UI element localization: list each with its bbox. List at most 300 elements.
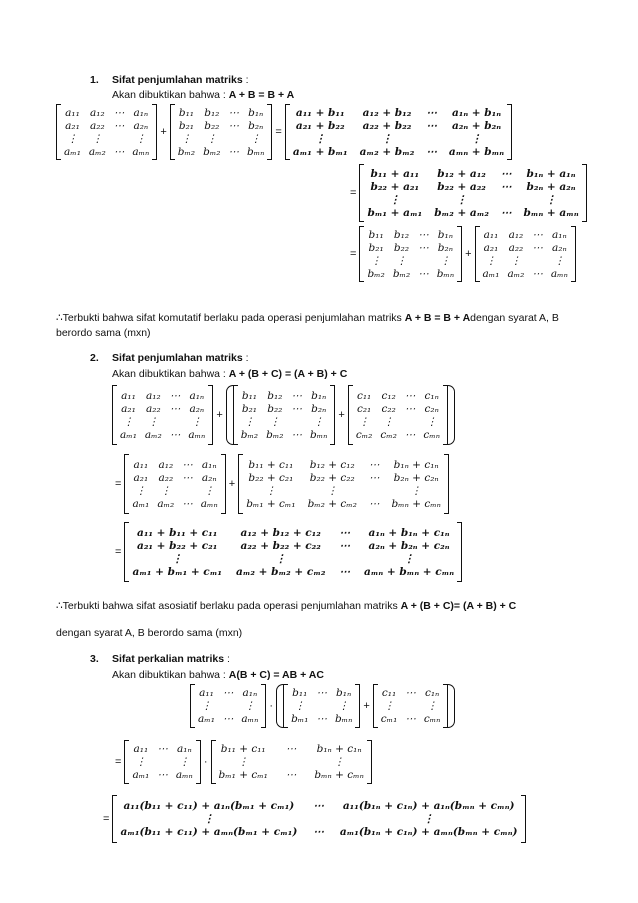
s1-conclusion-line-1 xyxy=(56,312,559,325)
bracket-right xyxy=(521,795,526,843)
matrix-cell: ⋯ xyxy=(368,471,380,484)
matrix-cell: ⋯ xyxy=(405,713,416,725)
matrix-cell: ⋮ xyxy=(269,415,281,428)
matrix-cell: aₘ₁ xyxy=(132,769,150,781)
matrix-cell: ⋮ xyxy=(358,415,370,428)
matrix-cell: aₘ₂ xyxy=(507,267,525,280)
matrix-cell: bₘₙ xyxy=(247,145,265,158)
matrix-cell xyxy=(501,194,512,206)
matrix-cell: aₘₙ xyxy=(550,267,568,280)
matrix-cell: aₘ₁(b₁ₙ + c₁ₙ) + aₘₙ(bₘₙ + cₘₙ) xyxy=(339,826,518,838)
matrix-cell: b₁₁ xyxy=(368,228,384,241)
matrix-cell: ⋮ xyxy=(294,700,305,712)
section-3-heading xyxy=(112,653,230,666)
matrix-cell: bₘ₁ + cₘ₁ xyxy=(218,769,268,781)
matrix-cell: a₁₂ xyxy=(158,458,174,471)
matrix-cell: ⋮ xyxy=(244,415,255,428)
s1-conclusion-text: ∴Terbukti bahwa sifat komutatif berlaku pada operasi penjumlahan matriks xyxy=(56,312,405,324)
matrix-cell: ⋯ xyxy=(228,106,239,119)
matrix-cell: cₘ₁ xyxy=(380,713,398,725)
matrix-cell: ⋮ xyxy=(181,132,192,145)
matrix-cell: ⋯ xyxy=(291,389,302,402)
bracket-right xyxy=(267,104,272,160)
matrix-cell: c₁ₙ xyxy=(424,389,439,402)
matrix-cell: ⋮ xyxy=(389,193,401,206)
matrix-cell: ⋮ xyxy=(370,254,382,267)
s2-equation-line-3 xyxy=(112,522,462,582)
matrix-cell: ⋮ xyxy=(485,254,497,267)
paren-right xyxy=(448,684,455,728)
matrix-cell: b₂ₙ xyxy=(437,241,453,254)
matrix-cell: aₘ₁ xyxy=(482,267,500,280)
section-1-statement: A + B = B + A xyxy=(228,89,295,101)
s1-equation-line-2 xyxy=(347,164,587,222)
paren-right xyxy=(448,385,455,445)
bracket-right xyxy=(571,226,576,282)
matrix-cell: ⋮ xyxy=(204,484,215,497)
matrix-cell: b₁ₙ xyxy=(336,687,352,699)
matrix-cell: bₘₙ xyxy=(436,267,455,280)
matrix-cell: b₂₂ xyxy=(267,402,283,415)
matrix-cell xyxy=(426,133,437,145)
matrix-cell: b₂₁ xyxy=(368,241,384,254)
s1-matrix-b xyxy=(175,106,268,159)
s2-equation-line-1 xyxy=(112,385,455,445)
matrix-cell: aₘₙ xyxy=(132,145,150,158)
matrix-cell: ⋯ xyxy=(222,713,234,725)
matrix-cell xyxy=(316,700,327,712)
matrix-cell: ⋮ xyxy=(327,484,338,497)
matrix-cell: bₘₙ + cₘₙ xyxy=(314,769,364,781)
plus-sign: + xyxy=(338,409,345,421)
bracket-right xyxy=(152,104,157,160)
matrix-cell: ⋮ xyxy=(383,700,395,712)
matrix-cell: ⋯ xyxy=(532,228,543,241)
matrix-cell: ⋯ xyxy=(157,769,168,781)
matrix-cell: b₁ₙ xyxy=(311,389,327,402)
matrix-cell xyxy=(532,255,543,267)
matrix-cell xyxy=(418,255,429,267)
s2-equation-line-2 xyxy=(112,454,449,514)
matrix-cell: a₁₁(b₁₁ + c₁₁) + a₁ₙ(bₘ₁ + cₘ₁) xyxy=(123,800,295,812)
matrix-cell: ⋯ xyxy=(182,458,193,471)
s2-matrix-sum xyxy=(129,526,457,579)
matrix-cell: a₂₁ xyxy=(133,471,149,484)
matrix-cell: ⋯ xyxy=(285,769,297,781)
matrix-cell: bₘₙ xyxy=(334,713,353,725)
equals-sign: = xyxy=(350,187,357,199)
matrix-cell: ⋮ xyxy=(403,552,415,565)
matrix-cell: ⋮ xyxy=(381,132,393,145)
matrix-cell xyxy=(114,133,125,145)
matrix-cell: b₂₂ + c₂₁ xyxy=(248,471,294,484)
matrix-cell: a₁₁ xyxy=(65,106,80,119)
matrix-cell: bₘₙ + cₘₙ xyxy=(391,497,441,510)
s2-matrix-b-plus-c xyxy=(243,458,444,511)
matrix-cell: ⋯ xyxy=(426,106,437,119)
matrix-cell: a₂ₙ + b₂ₙ + c₂ₙ xyxy=(368,539,450,552)
matrix-cell: ⋯ xyxy=(316,713,327,725)
matrix-cell: ⋯ xyxy=(368,458,380,471)
matrix-cell: b₂₁ xyxy=(241,402,257,415)
matrix-cell: b₁ₙ + c₁ₙ xyxy=(393,458,439,471)
matrix-cell: ⋮ xyxy=(67,132,78,145)
matrix-cell: a₁₂ xyxy=(90,106,105,119)
matrix-cell: a₁ₙ xyxy=(176,743,192,755)
matrix-cell: aₘ₂ xyxy=(88,145,106,158)
section-2-title: Sifat penjumlahan matriks xyxy=(112,352,243,364)
matrix-cell: b₁ₙ xyxy=(437,228,453,241)
matrix-cell: ⋮ xyxy=(440,254,451,267)
matrix-cell xyxy=(339,553,350,565)
matrix-cell: ⋮ xyxy=(265,484,277,497)
matrix-cell: ⋯ xyxy=(426,145,437,158)
s2-matrix-a xyxy=(117,389,208,442)
s2-conclusion-line-2: dengan syarat A, B berordo sama (mxn) xyxy=(56,627,243,639)
bracket-right xyxy=(330,385,335,445)
matrix-cell: ⋮ xyxy=(554,254,565,267)
section-2-intro: Akan dibuktikan bahwa : xyxy=(112,368,229,380)
matrix-cell: ⋮ xyxy=(426,700,438,712)
s2-matrix-c xyxy=(353,389,443,442)
matrix-cell: bₘ₁ + cₘ₁ xyxy=(246,497,296,510)
matrix-cell: b₁ₙ + a₁ₙ xyxy=(526,167,576,180)
matrix-cell: a₂₁ + b₂₂ xyxy=(295,119,345,132)
matrix-cell: a₂₂ xyxy=(146,402,161,415)
matrix-cell: aₘ₂ xyxy=(144,428,162,441)
matrix-cell: b₁₂ xyxy=(204,106,220,119)
matrix-cell: ⋯ xyxy=(532,241,543,254)
s2-conclusion-text: ∴Terbukti bahwa sifat asosiatif berlaku pada operasi penjumlahan matriks xyxy=(56,600,401,612)
section-3-number: 3. xyxy=(90,653,99,665)
matrix-cell: bₘ₂ xyxy=(177,145,196,158)
matrix-cell: bₘₙ xyxy=(310,428,328,441)
matrix-cell: c₂ₙ xyxy=(424,402,439,415)
matrix-cell xyxy=(229,133,240,145)
matrix-cell: ⋯ xyxy=(291,402,302,415)
bracket-right xyxy=(196,740,201,784)
matrix-cell: ⋮ xyxy=(191,415,203,428)
matrix-cell: ⋮ xyxy=(545,193,557,206)
s3-matrix-product xyxy=(117,799,520,839)
section-1-title-suffix: : xyxy=(242,74,249,86)
matrix-cell: b₂₂ xyxy=(393,241,410,254)
section-3-intro-line xyxy=(112,669,324,682)
matrix-cell: ⋯ xyxy=(426,119,437,132)
matrix-cell: c₁₁ xyxy=(356,389,372,402)
section-1-title: Sifat penjumlahan matriks xyxy=(112,74,243,86)
matrix-cell: ⋯ xyxy=(316,687,327,699)
matrix-cell: ⋮ xyxy=(92,132,103,145)
matrix-cell xyxy=(292,416,303,428)
matrix-cell: aₘₙ xyxy=(188,428,206,441)
matrix-cell: aₘ₂ + bₘ₂ xyxy=(359,145,415,158)
matrix-cell: aₘ₁ xyxy=(198,713,215,725)
matrix-cell: a₁₁ xyxy=(121,389,136,402)
matrix-cell xyxy=(313,813,324,825)
bracket-right xyxy=(457,226,462,282)
plus-sign: + xyxy=(465,248,472,260)
matrix-cell: aₘ₁ xyxy=(132,497,150,510)
matrix-cell: aₘₙ xyxy=(200,497,218,510)
plus-sign: + xyxy=(228,478,236,490)
matrix-cell: a₁₁ xyxy=(133,743,149,755)
matrix-cell: aₘ₁ + bₘ₁ xyxy=(292,145,348,158)
s3-matrix-a xyxy=(195,686,261,726)
matrix-cell: b₂₂ + a₂₁ xyxy=(370,180,420,193)
matrix-cell: a₁₂ + b₁₂ xyxy=(362,106,412,119)
matrix-cell: b₂ₙ + a₂ₙ xyxy=(526,180,576,193)
matrix-cell: a₁₁ + b₁₁ xyxy=(295,106,345,119)
matrix-cell: ⋮ xyxy=(135,132,147,145)
matrix-cell: b₁₁ + a₁₁ xyxy=(370,167,420,180)
matrix-cell: a₂₂ + b₂₂ xyxy=(362,119,412,132)
bracket-right xyxy=(457,522,462,582)
matrix-cell: ⋯ xyxy=(418,267,429,280)
matrix-cell: b₁₂ xyxy=(393,228,410,241)
matrix-cell: aₘ₂ xyxy=(157,497,175,510)
matrix-cell: a₁ₙ + b₁ₙ + c₁ₙ xyxy=(368,526,450,539)
matrix-cell: bₘ₂ + aₘ₂ xyxy=(434,206,489,219)
s1-matrix-a-repeat xyxy=(480,228,571,281)
matrix-cell: ⋮ xyxy=(383,415,394,428)
matrix-cell: aₘ₂ + bₘ₂ + cₘ₂ xyxy=(235,565,326,578)
s1-conclusion-condition: dengan syarat A, B xyxy=(470,312,559,324)
section-3-intro: Akan dibuktikan bahwa : xyxy=(112,669,229,681)
matrix-cell: cₘ₂ xyxy=(355,428,373,441)
matrix-cell: ⋮ xyxy=(135,484,147,497)
matrix-cell: b₁₁ + c₁₁ xyxy=(248,458,294,471)
matrix-cell: a₁ₙ xyxy=(133,106,149,119)
paren-left xyxy=(276,684,283,728)
matrix-cell: ⋮ xyxy=(426,415,437,428)
matrix-cell: c₂₂ xyxy=(381,402,396,415)
matrix-cell: b₁₂ + a₁₂ xyxy=(437,167,486,180)
matrix-cell xyxy=(405,416,416,428)
matrix-cell: bₘ₂ + cₘ₂ xyxy=(307,497,357,510)
paren-left xyxy=(226,385,233,445)
s2-matrix-b xyxy=(238,389,331,442)
matrix-cell: ⋯ xyxy=(500,206,512,219)
matrix-cell: ⋯ xyxy=(182,471,193,484)
matrix-cell: ⋯ xyxy=(418,241,429,254)
matrix-cell: ⋯ xyxy=(532,267,543,280)
matrix-cell: ⋮ xyxy=(314,132,326,145)
matrix-cell: aₘ₁ xyxy=(64,145,81,158)
matrix-cell: a₁ₙ xyxy=(552,228,567,241)
bracket-right xyxy=(261,684,266,728)
s3-matrix-b xyxy=(288,686,355,726)
matrix-cell: ⋯ xyxy=(313,800,324,812)
matrix-cell: a₂ₙ xyxy=(189,402,205,415)
matrix-cell: a₁₂ + b₁₂ + c₁₂ xyxy=(240,526,321,539)
s3-equation-line-1 xyxy=(190,684,455,728)
matrix-cell: b₂ₙ xyxy=(311,402,327,415)
matrix-cell: a₂₁ xyxy=(121,402,136,415)
matrix-cell: a₁₂ xyxy=(508,228,524,241)
equals-sign: = xyxy=(275,126,282,138)
section-3-title: Sifat perkalian matriks xyxy=(112,653,225,665)
matrix-cell: ⋮ xyxy=(171,552,183,565)
section-1-intro: Akan dibuktikan bahwa : xyxy=(112,89,229,101)
matrix-cell xyxy=(223,700,234,712)
bracket-right xyxy=(355,684,360,728)
matrix-cell: ⋯ xyxy=(182,497,193,510)
matrix-cell: a₂₂ + b₂₂ + c₂₂ xyxy=(240,539,321,552)
matrix-cell: a₂ₙ xyxy=(201,471,217,484)
bracket-right xyxy=(582,164,587,222)
matrix-cell xyxy=(157,756,168,768)
matrix-cell: ⋯ xyxy=(113,106,125,119)
matrix-cell: ⋯ xyxy=(500,167,512,180)
matrix-cell: bₘ₂ xyxy=(240,428,259,441)
matrix-cell: aₘ₁ + bₘ₁ + cₘ₁ xyxy=(132,565,222,578)
matrix-cell: ⋮ xyxy=(250,132,261,145)
matrix-cell: ⋮ xyxy=(396,254,407,267)
matrix-cell: ⋯ xyxy=(339,565,350,578)
matrix-cell: a₂₂ xyxy=(158,471,174,484)
matrix-cell xyxy=(286,756,297,768)
bracket-right xyxy=(367,740,372,784)
matrix-cell: c₁₂ xyxy=(381,389,396,402)
matrix-cell: a₁₁ xyxy=(199,687,214,699)
matrix-cell: c₁ₙ xyxy=(424,687,440,699)
matrix-cell: ⋯ xyxy=(228,145,239,158)
s1-matrix-b-repeat xyxy=(364,228,457,281)
matrix-cell: a₁ₙ xyxy=(189,389,205,402)
bracket-right xyxy=(507,104,512,160)
matrix-cell: aₘₙ xyxy=(241,713,259,725)
matrix-cell: ⋯ xyxy=(285,743,297,755)
matrix-cell: aₘₙ + bₘₙ xyxy=(448,145,505,158)
matrix-cell: ⋮ xyxy=(456,193,467,206)
matrix-cell: cₘₙ xyxy=(423,713,441,725)
matrix-cell: a₂₂ xyxy=(508,241,524,254)
matrix-cell: ⋯ xyxy=(404,389,416,402)
matrix-cell: b₂ₙ + c₂ₙ xyxy=(393,471,439,484)
section-2-statement: A + (B + C) = (A + B) + C xyxy=(228,368,348,380)
s1-equation-line-1 xyxy=(56,104,512,160)
s3-matrix-c xyxy=(378,686,444,726)
matrix-cell: b₂₂ + a₂₂ xyxy=(437,180,486,193)
matrix-cell: bₘ₂ xyxy=(392,267,411,280)
matrix-cell: ⋯ xyxy=(339,526,350,539)
s1-matrix-a-plus-b xyxy=(290,106,507,159)
section-2-intro-line xyxy=(112,368,347,381)
s3-equation-line-3 xyxy=(100,795,526,843)
matrix-cell: b₁₂ xyxy=(267,389,283,402)
matrix-cell: a₁ₙ xyxy=(242,687,258,699)
matrix-cell: a₂₁ xyxy=(65,119,80,132)
matrix-cell: ⋮ xyxy=(275,552,286,565)
matrix-cell: a₁₁(b₁ₙ + c₁ₙ) + a₁ₙ(bₘₙ + cₘₙ) xyxy=(342,800,515,812)
matrix-cell xyxy=(369,485,380,497)
equals-sign: = xyxy=(103,813,110,825)
section-1-heading xyxy=(112,74,249,87)
section-1-intro-line xyxy=(112,89,294,102)
section-1-number: 1. xyxy=(90,74,99,86)
matrix-cell: ⋯ xyxy=(169,389,181,402)
s1-equation-line-3 xyxy=(347,226,576,282)
matrix-cell: ⋮ xyxy=(313,415,324,428)
s3-matrix-a-repeat xyxy=(129,742,195,782)
matrix-cell: a₂ₙ xyxy=(133,119,149,132)
matrix-cell: ⋮ xyxy=(123,415,134,428)
bracket-right xyxy=(221,454,226,514)
matrix-cell: b₁ₙ + c₁ₙ xyxy=(316,743,362,755)
matrix-cell xyxy=(182,485,193,497)
s1-matrix-b-plus-a xyxy=(364,167,581,220)
matrix-cell: b₁ₙ xyxy=(248,106,264,119)
matrix-cell: ⋮ xyxy=(471,132,482,145)
matrix-cell: ⋯ xyxy=(418,228,429,241)
matrix-cell: b₂ₙ xyxy=(248,119,264,132)
matrix-cell: ⋯ xyxy=(113,119,125,132)
matrix-cell: ⋯ xyxy=(228,119,239,132)
matrix-cell: ⋯ xyxy=(339,539,350,552)
matrix-cell: ⋮ xyxy=(244,700,256,712)
matrix-cell: b₂₂ xyxy=(204,119,220,132)
matrix-cell: ⋯ xyxy=(500,180,512,193)
matrix-cell: a₂ₙ xyxy=(552,241,567,254)
s3-matrix-b-plus-c xyxy=(216,742,367,782)
matrix-cell: ⋮ xyxy=(201,700,212,712)
matrix-cell: ⋮ xyxy=(237,756,249,768)
matrix-cell: ⋮ xyxy=(160,484,172,497)
matrix-cell: b₁₂ + c₁₂ xyxy=(309,458,355,471)
matrix-cell: ⋯ xyxy=(222,687,234,699)
matrix-cell: a₁ₙ xyxy=(201,458,217,471)
matrix-cell: b₁₁ xyxy=(178,106,194,119)
matrix-cell: ⋯ xyxy=(404,402,416,415)
matrix-cell: a₂₂ xyxy=(90,119,105,132)
plus-sign: + xyxy=(160,126,167,138)
matrix-cell: b₂₁ xyxy=(178,119,194,132)
matrix-cell: c₂₁ xyxy=(356,402,372,415)
matrix-cell: ⋮ xyxy=(135,756,147,768)
equals-sign: = xyxy=(115,756,122,768)
s1-matrix-a xyxy=(61,106,152,159)
matrix-cell: bₘ₂ xyxy=(266,428,284,441)
matrix-cell: b₁₁ + c₁₁ xyxy=(220,743,266,755)
matrix-cell: b₁₁ xyxy=(292,687,308,699)
matrix-cell: ⋯ xyxy=(169,402,181,415)
matrix-cell: bₘ₁ + aₘ₁ xyxy=(367,206,423,219)
section-2-title-suffix: : xyxy=(242,352,249,364)
matrix-cell: ⋯ xyxy=(291,428,302,441)
equals-sign: = xyxy=(115,546,122,558)
matrix-cell: a₁₁ xyxy=(483,228,499,241)
equals-sign: = xyxy=(115,478,122,490)
bracket-right xyxy=(444,454,449,514)
matrix-cell: bₘ₂ xyxy=(367,267,385,280)
matrix-cell: b₁₁ xyxy=(241,389,257,402)
equals-sign: = xyxy=(350,248,357,260)
matrix-cell: ⋮ xyxy=(510,254,522,267)
s3-equation-line-2 xyxy=(112,740,372,784)
matrix-cell: cₘ₂ xyxy=(380,428,397,441)
matrix-cell xyxy=(405,700,416,712)
matrix-cell: ⋯ xyxy=(405,687,416,699)
s1-conclusion-statement: A + B = B + A xyxy=(404,312,471,324)
dot-sign: · xyxy=(203,756,208,768)
matrix-cell: bₘ₁ xyxy=(291,713,309,725)
bracket-right xyxy=(208,385,213,445)
matrix-cell: aₘₙ + bₘₙ + cₘₙ xyxy=(363,565,455,578)
matrix-cell: aₘ₁ xyxy=(120,428,137,441)
matrix-cell: cₘₙ xyxy=(423,428,440,441)
matrix-cell: a₂ₙ + b₂ₙ xyxy=(451,119,502,132)
